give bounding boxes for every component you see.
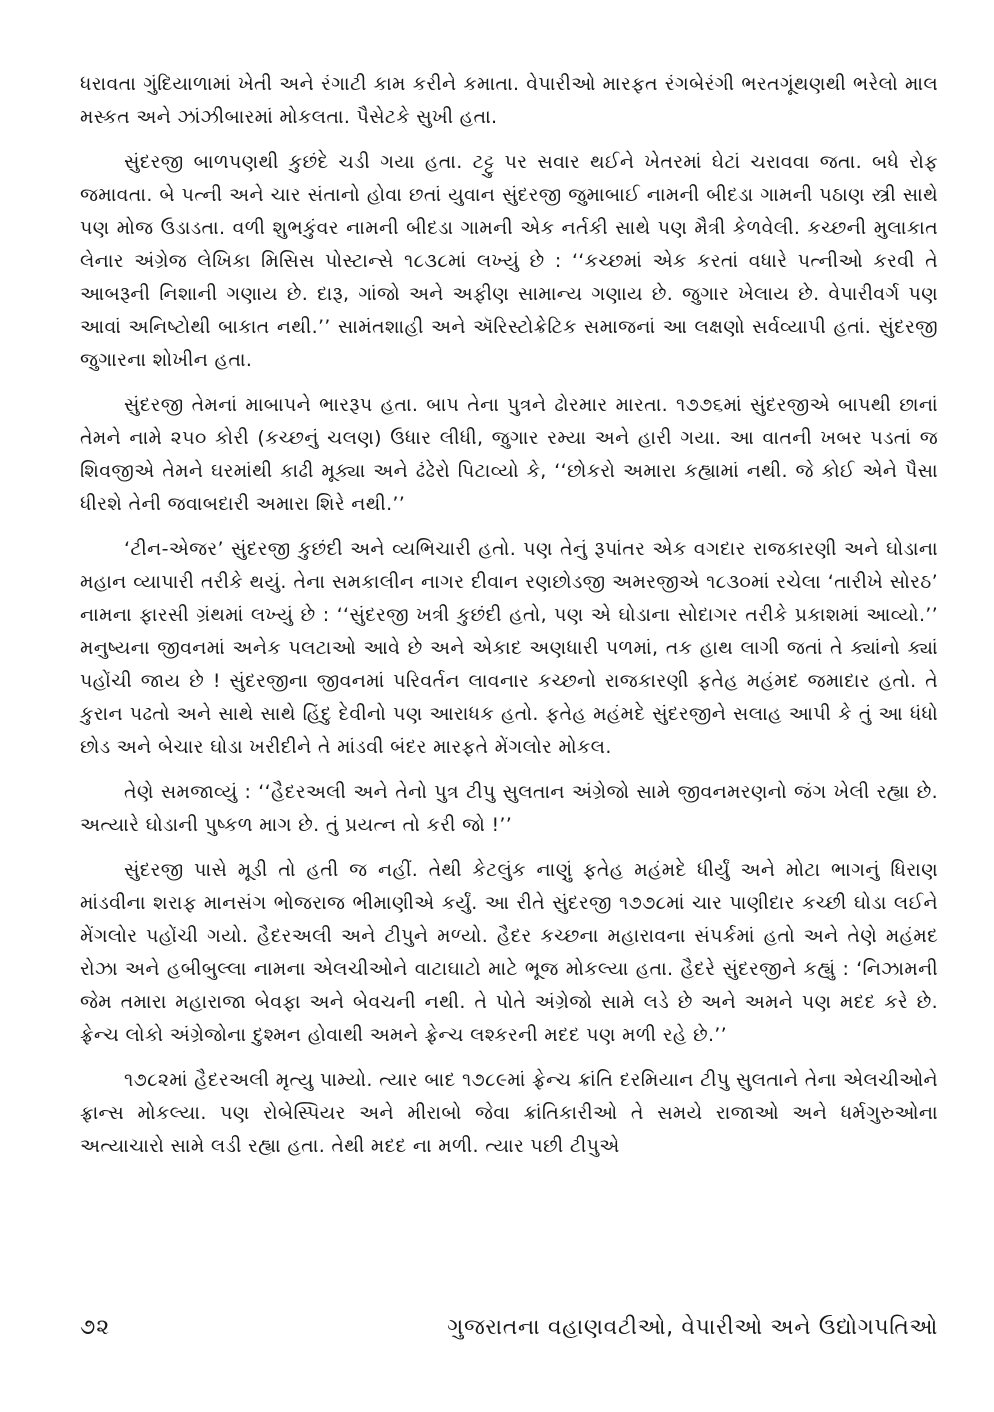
page-footer: [80, 1308, 938, 1348]
page-number: ૭૨: [80, 1315, 111, 1340]
paragraph-4: ‘ટીન-એજર’ સુંદરજી કુછંદી અને વ્યભિચારી હતો. પણ તેનું રૂપાંતર એક વગદાર રાજકારણી અને ઘોડાના મહાન વ્યાપારી તરીકે થયું. તેના સમકાલીન નાગર દીવાન રણછોડજી અમરજીએ ૧૮૩૦માં રચેલા ‘તારીખે સોરઠ’ નામના ફારસી ગ્રંથમાં લખ્યું છે : ‘‘સુંદરજી ખત્રી કુછંદી હતો, પણ એ ઘોડાના સોદાગર તરીકે પ્રકાશમાં આવ્યો.’’ મનુષ્યના જીવનમાં અનેક પલટાઓ આવે છે અને એકાદ અણધારી પળમાં, તક હાથ લાગી જતાં તે ક્યાંનો ક્યાં પહોંચી જાય છે ! સુંદરજીના જીવનમાં પરિવર્તન લાવનાર કચ્છનો રાજકારણી ફતેહ મહંમદ જમાદાર હતો. તે કુરાન પઢતો અને સાથે સાથે હિંદુ દેવીનો પણ આરાધક હતો. ફતેહ મહંમદે સુંદરજીને સલાહ આપી કે તું આ ધંધો છોડ અને બેચાર ઘોડા ખરીદીને તે માંડવી બંદર મારફતે મેંગલોર મોકલ.: [80, 538, 938, 758]
paragraph-7: ૧૭૮૨માં હૈદરઅલી મૃત્યુ પામ્યો. ત્યાર બાદ ૧૭૮૯માં ફ્રેન્ચ ક્રાંતિ દરમિયાન ટીપુ સુલતાને તેના એલચીઓને ફ્રાન્સ મોકલ્યા. પણ રોબેસ્પિયર અને મીરાબો જેવા ક્રાંતિકારીઓ તે સમયે રાજાઓ અને ધર્મગુરુઓના અત્યાચારો સામે લડી રહ્યા હતા. તેથી મદદ ના મળી. ત્યાર પછી ટીપુએ: [80, 1069, 938, 1157]
paragraph-5: તેણે સમજાવ્યું : ‘‘હૈદરઅલી અને તેનો પુત્ર ટીપુ સુલતાન અંગ્રેજો સામે જીવનમરણનો જંગ ખેલી રહ્યા છે. અત્યારે ઘોડાની પુષ્કળ માગ છે. તું પ્રયત્ન તો કરી જો !’’: [80, 781, 938, 836]
running-title: ગુજરાતના વહાણવટીઓ, વેપારીઓ અને ઉદ્યોગપતિઓ: [447, 1315, 938, 1340]
paragraph-6: સુંદરજી પાસે મૂડી તો હતી જ નહીં. તેથી કેટલુંક નાણું ફતેહ મહંમદે ધીર્યું અને મોટા ભાગનું ધિરાણ માંડવીના શરાફ માનસંગ ભોજરાજ ભીમાણીએ કર્યું. આ રીતે સુંદરજી ૧૭૭૮માં ચાર પાણીદાર કચ્છી ઘોડા લઈને મેંગલોર પહોંચી ગયો. હૈદરઅલી અને ટીપુને મળ્યો. હૈદર કચ્છના મહારાવના સંપર્કમાં હતો અને તેણે મહંમદ રોઝા અને હબીબુલ્લા નામના એલચીઓને વાટાઘાટો માટે ભૂજ મોકલ્યા હતા. હૈદરે સુંદરજીને કહ્યું : ‘નિઝામની જેમ તમારા મહારાજા બેવફા અને બેવચની નથી. તે પોતે અંગ્રેજો સામે લડે છે અને અમને પણ મદદ કરે છે. ફ્રેન્ચ લોકો અંગ્રેજોના દુશ્મન હોવાથી અમને ફ્રેન્ચ લશ્કરની મદદ પણ મળી રહે છે.’’: [80, 859, 938, 1046]
page-body: [80, 68, 938, 1175]
paragraph-1: ધરાવતા ગુંદિયાળામાં ખેતી અને રંગાટી કામ કરીને કમાતા. વેપારીઓ મારફત રંગબેરંગી ભરતગૂંથણથી ભરેલો માલ મસ્કત અને ઝાંઝીબારમાં મોકલતા. પૈસેટકે સુખી હતા.: [80, 73, 938, 128]
paragraph-2: સુંદરજી બાળપણથી કુછંદે ચડી ગયા હતા. ટટ્ટુ પર સવાર થઈને ખેતરમાં ઘેટાં ચરાવવા જતા. બધે રોફ જમાવતા. બે પત્ની અને ચાર સંતાનો હોવા છતાં યુવાન સુંદરજી જુમાબાઈ નામની બીદડા ગામની પઠાણ સ્ત્રી સાથે પણ મોજ ઉડાડતા. વળી શુભકુંવર નામની બીદડા ગામની એક નર્તકી સાથે પણ મૈત્રી કેળવેલી. કચ્છની મુલાકાત લેનાર અંગ્રેજ લેખિકા મિસિસ પોસ્ટાન્સે ૧૮૩૮માં લખ્યું છે : ‘‘કચ્છમાં એક કરતાં વધારે પત્નીઓ કરવી તે આબરૂની નિશાની ગણાય છે. દારૂ, ગાંજો અને અફીણ સામાન્ય ગણાય છે. જુગાર ખેલાય છે. વેપારીવર્ગ પણ આવાં અનિષ્ટોથી બાકાત નથી.’’ સામંતશાહી અને ઍરિસ્ટોક્રેટિક સમાજનાં આ લક્ષણો સર્વવ્યાપી હતાં. સુંદરજી જુગારના શોખીન હતા.: [80, 151, 938, 371]
paragraph-3: સુંદરજી તેમનાં માબાપને ભારરૂપ હતા. બાપ તેના પુત્રને ઢોરમાર મારતા. ૧૭૭૬માં સુંદરજીએ બાપથી છાનાં તેમને નામે ૨૫૦ કોરી (કચ્છનું ચલણ) ઉધાર લીધી, જુગાર રમ્યા અને હારી ગયા. આ વાતની ખબર પડતાં જ શિવજીએ તેમને ઘરમાંથી કાઢી મૂક્યા અને ઢંઢેરો પિટાવ્યો કે, ‘‘છોકરો અમારા કહ્યામાં નથી. જે કોઈ એને પૈસા ધીરશે તેની જવાબદારી અમારા શિરે નથી.’’: [80, 394, 938, 515]
